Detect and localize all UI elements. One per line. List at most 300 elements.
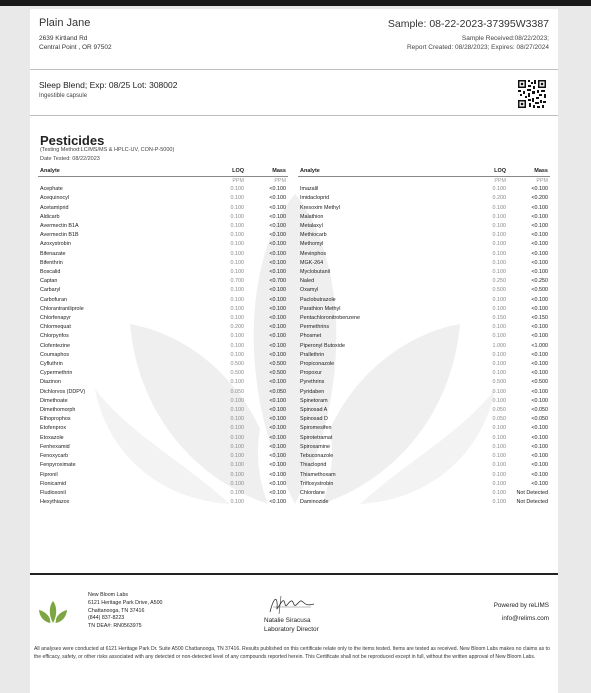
analyte-name: Thiacloprid — [300, 462, 327, 469]
table-row — [298, 332, 550, 341]
loq-value: 0.100 — [230, 315, 244, 322]
analyte-name: Cypermethrin — [40, 370, 73, 377]
loq-value: 0.100 — [230, 287, 244, 294]
table-row — [38, 222, 288, 231]
table-row — [38, 388, 288, 397]
loq-value: 0.100 — [230, 250, 244, 257]
analyte-name: Pyrethrins — [300, 379, 325, 386]
lab-contact-block — [88, 592, 163, 631]
analyte-name: Methiocarb — [300, 232, 327, 239]
mass-value: <0.200 — [531, 195, 548, 202]
table-header-row — [298, 167, 550, 177]
col-header-loq: LOQ — [468, 167, 508, 177]
table-row — [38, 250, 288, 259]
mass-value: <0.100 — [269, 379, 286, 386]
mass-value: <0.100 — [269, 204, 286, 211]
table-row — [38, 369, 288, 378]
loq-value: 0.100 — [230, 296, 244, 303]
table-header-row — [38, 167, 288, 177]
loq-value: 0.100 — [230, 434, 244, 441]
table-row — [38, 461, 288, 470]
loq-value: 0.100 — [492, 434, 506, 441]
date-tested: Date Tested: 08/22/2023 — [40, 156, 100, 162]
analyte-name: Chlordane — [300, 489, 325, 496]
mass-value: <1.000 — [531, 342, 548, 349]
mass-value: <0.100 — [269, 489, 286, 496]
analyte-name: Dimethomorph — [40, 407, 76, 414]
loq-value: 0.100 — [492, 324, 506, 331]
loq-value: 0.100 — [492, 388, 506, 395]
mass-value: Not Detected — [516, 499, 548, 506]
loq-value: 0.100 — [492, 186, 506, 193]
mass-value: <0.150 — [531, 315, 548, 322]
table-row — [38, 213, 288, 222]
mass-value: <0.050 — [269, 388, 286, 395]
loq-value: 0.100 — [230, 259, 244, 266]
analyte-name: Methomyl — [300, 241, 324, 248]
mass-value: <0.100 — [269, 186, 286, 193]
mass-value: <0.100 — [531, 397, 548, 404]
analyte-name: Thiamethoxam — [300, 471, 336, 478]
table-row — [298, 314, 550, 323]
mass-value: <0.100 — [531, 480, 548, 487]
table-row — [298, 342, 550, 351]
mass-value: <0.100 — [531, 388, 548, 395]
loq-value: 0.100 — [230, 397, 244, 404]
loq-value: 0.100 — [230, 223, 244, 230]
mass-value: <0.700 — [269, 278, 286, 285]
analyte-name: Piperonyl Butoxide — [300, 342, 345, 349]
analyte-name: Paclobutrazole — [300, 296, 336, 303]
mass-value: <0.100 — [531, 269, 548, 276]
table-row — [298, 240, 550, 249]
analyte-name: Aldicarb — [40, 213, 60, 220]
mass-value: <0.250 — [531, 278, 548, 285]
mass-value: <0.100 — [269, 351, 286, 358]
loq-value: 0.100 — [230, 342, 244, 349]
units-spacer — [298, 177, 468, 186]
table-row — [298, 296, 550, 305]
units-row — [298, 177, 550, 186]
table-row — [38, 360, 288, 369]
loq-value: 0.100 — [492, 425, 506, 432]
mass-value: <0.100 — [269, 407, 286, 414]
mass-value: <0.100 — [269, 324, 286, 331]
report-header — [30, 9, 558, 70]
table-row — [38, 305, 288, 314]
mass-value: <0.100 — [269, 296, 286, 303]
loq-value: 0.100 — [492, 333, 506, 340]
table-row — [298, 378, 550, 387]
col-header-analyte: Analyte — [38, 167, 206, 177]
analyte-name: Phosmet — [300, 333, 322, 340]
table-row — [38, 498, 288, 507]
mass-value: <0.100 — [531, 462, 548, 469]
loq-value: 0.500 — [230, 370, 244, 377]
lab-dea: TN DEA#: RN0563975 — [88, 623, 142, 630]
analyte-name: Chlorfenapyr — [40, 315, 71, 322]
qr-code-icon[interactable] — [517, 79, 547, 109]
table-row — [298, 369, 550, 378]
mass-value: <0.100 — [531, 361, 548, 368]
mass-value: <0.100 — [269, 443, 286, 450]
table-row — [298, 489, 550, 498]
analyte-name: Propoxur — [300, 370, 322, 377]
analyte-name: Bifenthrin — [40, 259, 63, 266]
loq-value: 0.100 — [492, 453, 506, 460]
col-header-loq: LOQ — [206, 167, 246, 177]
loq-value: 0.100 — [492, 250, 506, 257]
table-row — [298, 397, 550, 406]
loq-value: 0.100 — [492, 471, 506, 478]
table-row — [38, 397, 288, 406]
loq-value: 0.100 — [492, 370, 506, 377]
mass-value: <0.100 — [269, 453, 286, 460]
col-header-mass: Mass — [508, 167, 550, 177]
analyte-name: Avermectin B1A — [40, 223, 79, 230]
table-row — [298, 250, 550, 259]
mass-value: <0.100 — [531, 453, 548, 460]
contact-email-link[interactable]: info@relims.com — [502, 615, 549, 622]
loq-value: 0.500 — [492, 379, 506, 386]
loq-value: 0.100 — [492, 296, 506, 303]
mass-value: <0.050 — [531, 416, 548, 423]
analyte-name: Spirotetramat — [300, 434, 333, 441]
analyte-name: Acequinocyl — [40, 195, 70, 202]
units-row — [38, 177, 288, 186]
mass-value: <0.100 — [269, 232, 286, 239]
analyte-name: Acephate — [40, 186, 63, 193]
unit-loq: PPM — [494, 178, 506, 185]
mass-value: <0.100 — [269, 434, 286, 441]
analyte-name: Bifenazate — [40, 250, 66, 257]
loq-value: 0.100 — [492, 223, 506, 230]
table-row — [298, 286, 550, 295]
table-row — [38, 342, 288, 351]
table-row — [38, 480, 288, 489]
loq-value: 0.100 — [230, 213, 244, 220]
mass-value: <0.100 — [269, 333, 286, 340]
table-row — [38, 434, 288, 443]
analyte-name: Parathion Methyl — [300, 305, 341, 312]
analyte-name: Propiconazole — [300, 361, 335, 368]
mass-value: <0.100 — [531, 186, 548, 193]
loq-value: 0.100 — [492, 259, 506, 266]
loq-value: 0.100 — [492, 499, 506, 506]
loq-value: 0.500 — [230, 361, 244, 368]
new-bloom-labs-logo-icon — [38, 600, 68, 624]
client-name: Plain Jane — [39, 17, 91, 29]
analyte-name: Mevinphos — [300, 250, 327, 257]
unit-loq: PPM — [232, 178, 244, 185]
table-row — [38, 277, 288, 286]
disclaimer-text: All analyses were conducted at 6121 Heritage Park Dr. Suite A500 Chattanooga, TN 37416. Results published on this certificate relate only to the items tested. Items are tested as received. New Bloom Labs makes no claims as to the efficacy, safety, or other risks associated with any detected or non-detected level of any compounds reported herein. This Certificate shall not be reproduced except in full, without the written approval of New Bloom Labs. — [34, 646, 550, 661]
table-row — [298, 268, 550, 277]
analyte-name: Acetamiprid — [40, 204, 69, 211]
loq-value: 0.100 — [230, 471, 244, 478]
mass-value: <0.100 — [269, 397, 286, 404]
table-row — [38, 286, 288, 295]
mass-value: <0.500 — [531, 379, 548, 386]
table-row — [298, 323, 550, 332]
analyte-name: Metalaxyl — [300, 223, 323, 230]
mass-value: <0.100 — [269, 305, 286, 312]
col-header-mass: Mass — [246, 167, 288, 177]
loq-value: 0.100 — [230, 453, 244, 460]
loq-value: 0.050 — [230, 388, 244, 395]
analyte-name: Myclobutanil — [300, 269, 330, 276]
loq-value: 0.500 — [492, 287, 506, 294]
table-row — [298, 185, 550, 194]
loq-value: 0.200 — [492, 195, 506, 202]
mass-value: <0.100 — [269, 480, 286, 487]
loq-value: 0.100 — [492, 269, 506, 276]
mass-value: <0.100 — [269, 213, 286, 220]
analyte-name: Captan — [40, 278, 58, 285]
loq-value: 0.100 — [230, 480, 244, 487]
loq-value: 0.100 — [230, 351, 244, 358]
table-row — [298, 305, 550, 314]
analyte-name: Spinetoram — [300, 397, 328, 404]
mass-value: <0.100 — [269, 499, 286, 506]
loq-value: 0.200 — [230, 324, 244, 331]
mass-value: <0.100 — [269, 269, 286, 276]
footer-divider — [30, 573, 558, 575]
loq-value: 0.100 — [492, 351, 506, 358]
mass-value: <0.100 — [531, 204, 548, 211]
mass-value: <0.100 — [269, 287, 286, 294]
analyte-name: Oxamyl — [300, 287, 319, 294]
table-row — [38, 471, 288, 480]
analyte-name: Fenpyroximate — [40, 462, 76, 469]
mass-value: <0.100 — [531, 305, 548, 312]
analyte-name: Diazinon — [40, 379, 61, 386]
pesticides-title: Pesticides — [40, 133, 105, 148]
table-row — [38, 332, 288, 341]
loq-value: 0.100 — [492, 241, 506, 248]
mass-value: <0.100 — [531, 241, 548, 248]
analyte-name: Fenhexamid — [40, 443, 70, 450]
table-row — [38, 194, 288, 203]
pesticides-table-left — [38, 167, 288, 507]
analyte-name: Boscalid — [40, 269, 61, 276]
loq-value: 0.100 — [492, 204, 506, 211]
certificate-page — [30, 9, 558, 693]
analyte-name: Permethrins — [300, 324, 330, 331]
table-row — [38, 240, 288, 249]
mass-value: <0.100 — [531, 250, 548, 257]
table-row — [38, 406, 288, 415]
col-header-analyte: Analyte — [298, 167, 468, 177]
analyte-name: Carbaryl — [40, 287, 61, 294]
client-address-line1: 2639 Kirtland Rd — [39, 35, 88, 42]
loq-value: 0.100 — [230, 499, 244, 506]
loq-value: 0.100 — [492, 462, 506, 469]
loq-value: 0.100 — [230, 489, 244, 496]
table-row — [298, 360, 550, 369]
table-row — [298, 213, 550, 222]
product-type: Ingestible capsule — [39, 93, 88, 99]
table-row — [298, 498, 550, 507]
loq-value: 0.100 — [230, 416, 244, 423]
mass-value: <0.100 — [531, 443, 548, 450]
loq-value: 0.100 — [230, 407, 244, 414]
table-row — [38, 452, 288, 461]
mass-value: <0.100 — [269, 241, 286, 248]
mass-value: Not Detected — [516, 489, 548, 496]
table-row — [38, 424, 288, 433]
loq-value: 0.100 — [230, 462, 244, 469]
loq-value: 0.100 — [230, 425, 244, 432]
lab-address2: Chattanooga, TN 37416 — [88, 607, 145, 614]
table-row — [298, 222, 550, 231]
analyte-name: Imazalil — [300, 186, 319, 193]
table-row — [298, 461, 550, 470]
table-row — [298, 231, 550, 240]
analyte-name: Kresoxim Methyl — [300, 204, 340, 211]
top-strip — [0, 0, 591, 6]
analyte-name: Ethoprophos — [40, 416, 71, 423]
units-spacer — [38, 177, 206, 186]
table-row — [38, 314, 288, 323]
mass-value: <0.100 — [531, 333, 548, 340]
analyte-name: Chlorpyrifos — [40, 333, 69, 340]
table-row — [298, 471, 550, 480]
unit-mass: PPM — [274, 178, 286, 185]
mass-value: <0.100 — [531, 324, 548, 331]
analyte-name: Tebuconazole — [300, 453, 334, 460]
loq-value: 0.100 — [492, 213, 506, 220]
analyte-name: Naled — [300, 278, 315, 285]
analyte-name: Dimethoate — [40, 397, 68, 404]
analyte-name: Spiroxamine — [300, 443, 330, 450]
loq-value: 0.100 — [230, 195, 244, 202]
mass-value: <0.100 — [269, 471, 286, 478]
mass-value: <0.100 — [531, 434, 548, 441]
mass-value: <0.100 — [269, 462, 286, 469]
loq-value: 0.050 — [492, 407, 506, 414]
analyte-name: Avermectin B1B — [40, 232, 79, 239]
mass-value: <0.100 — [531, 471, 548, 478]
analyte-name: Malathion — [300, 213, 324, 220]
analyte-name: Carbofuran — [40, 296, 67, 303]
loq-value: 0.100 — [230, 269, 244, 276]
table-row — [38, 231, 288, 240]
loq-value: 0.700 — [230, 278, 244, 285]
table-row — [298, 434, 550, 443]
product-title: Sleep Blend; Exp: 08/25 Lot: 308002 — [39, 80, 178, 90]
mass-value: <0.100 — [269, 223, 286, 230]
analyte-name: Hexythiazox — [40, 499, 70, 506]
client-address-line2: Central Point , OR 97502 — [39, 44, 112, 51]
table-row — [298, 277, 550, 286]
mass-value: <0.100 — [269, 259, 286, 266]
table-row — [38, 204, 288, 213]
loq-value: 0.250 — [492, 278, 506, 285]
analyte-name: Imidacloprid — [300, 195, 330, 202]
loq-value: 0.100 — [230, 186, 244, 193]
analyte-name: Clofentezine — [40, 342, 70, 349]
product-box — [30, 71, 558, 116]
mass-value: <0.100 — [269, 195, 286, 202]
analyte-name: Dichlorvos (DDPV) — [40, 388, 86, 395]
loq-value: 0.100 — [492, 397, 506, 404]
analyte-name: Chlorantraniliprole — [40, 305, 84, 312]
sample-received: Sample Received:08/22/2023; — [461, 35, 549, 42]
lab-name: New Bloom Labs — [88, 592, 129, 598]
loq-value: 0.100 — [230, 241, 244, 248]
table-row — [38, 351, 288, 360]
mass-value: <0.500 — [269, 370, 286, 377]
lab-address1: 6121 Heritage Park Drive, A500 — [88, 599, 163, 606]
loq-value: 0.100 — [492, 232, 506, 239]
pesticides-table-right — [298, 167, 550, 507]
table-row — [298, 424, 550, 433]
loq-value: 0.100 — [230, 443, 244, 450]
analyte-name: Chlormequat — [40, 324, 71, 331]
sample-id: Sample: 08-22-2023-37395W3387 — [387, 18, 549, 30]
mass-value: <0.100 — [269, 315, 286, 322]
analyte-name: Pentachloronitrobenzene — [300, 315, 360, 322]
mass-value: <0.500 — [531, 287, 548, 294]
table-row — [38, 378, 288, 387]
mass-value: <0.100 — [531, 223, 548, 230]
mass-value: <0.100 — [269, 250, 286, 257]
loq-value: 0.050 — [492, 416, 506, 423]
mass-value: <0.050 — [531, 407, 548, 414]
table-row — [298, 194, 550, 203]
loq-value: 0.100 — [492, 305, 506, 312]
lab-phone: (844) 837-8223 — [88, 615, 125, 622]
analyte-name: Flonicamid — [40, 480, 67, 487]
loq-value: 0.100 — [230, 204, 244, 211]
analyte-name: Trifloxystrobin — [300, 480, 334, 487]
loq-value: 0.100 — [230, 379, 244, 386]
table-row — [38, 489, 288, 498]
loq-value: 0.100 — [492, 480, 506, 487]
table-row — [38, 443, 288, 452]
mass-value: <0.100 — [531, 232, 548, 239]
mass-value: <0.100 — [531, 425, 548, 432]
loq-value: 0.100 — [492, 443, 506, 450]
mass-value: <0.100 — [531, 296, 548, 303]
mass-value: <0.100 — [531, 259, 548, 266]
loq-value: 0.100 — [230, 333, 244, 340]
analyte-name: Fipronil — [40, 471, 58, 478]
table-row — [298, 351, 550, 360]
mass-value: <0.100 — [269, 416, 286, 423]
mass-value: <0.100 — [269, 342, 286, 349]
table-row — [298, 480, 550, 489]
table-row — [298, 388, 550, 397]
analyte-name: Prallethrin — [300, 351, 325, 358]
director-title: Laboratory Director — [264, 626, 319, 633]
table-row — [38, 415, 288, 424]
table-row — [38, 268, 288, 277]
loq-value: 0.150 — [492, 315, 506, 322]
analyte-name: Fenoxycarb — [40, 453, 69, 460]
mass-value: <0.100 — [531, 370, 548, 377]
analyte-name: Azoxystrobin — [40, 241, 71, 248]
table-row — [298, 415, 550, 424]
table-row — [38, 185, 288, 194]
analyte-name: Spiromesifen — [300, 425, 332, 432]
table-row — [298, 204, 550, 213]
powered-by: Powered by reLIMS — [493, 602, 549, 609]
analyte-name: Spinosad D — [300, 416, 328, 423]
mass-value: <0.100 — [531, 351, 548, 358]
analyte-name: Cyfluthrin — [40, 361, 63, 368]
